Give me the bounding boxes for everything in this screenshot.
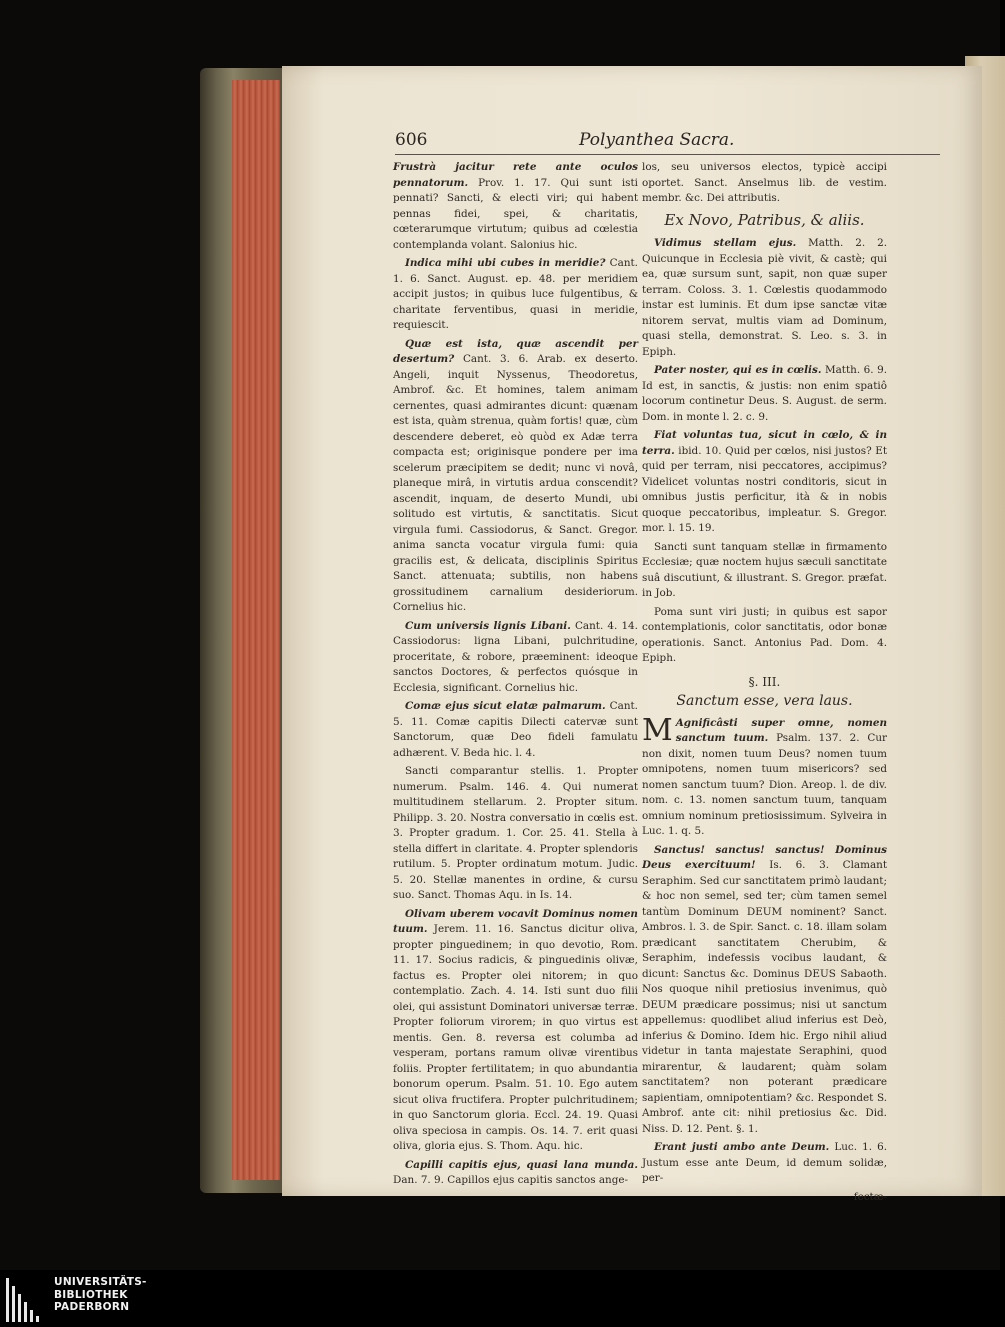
paragraph: Frustrà jacitur rete ante oculos pennatorum. Prov. 1. 17. Qui sunt isti pennati? Sancti, & electi viri; qui habent pennas fidei, spei, & charitatis, cœterarumque virtutum; quibus ad cœlestia contemplanda volant. Salonius hic. (393, 161, 639, 251)
section-number: §. III. (748, 674, 781, 689)
drop-cap: M (642, 712, 673, 748)
library-name-line: UNIVERSITÄTS- (54, 1276, 147, 1288)
paragraph: Poma sunt viri justi; in quibus est sapor contemplationis, color sanctitatis, odor bonæ operationis. Sanct. Antonius Pad. Dom. 4. Epiph. (642, 605, 887, 664)
paragraph: Cum universis lignis Libani. Cant. 4. 14. Cassiodorus: ligna Libani, pulchritudine, proceritate, & robore, præeminent: ideoque sanctos Doctores, & perfectos quósque in Ecclesia, significant. Cornelius hic. (393, 619, 638, 694)
paragraph: Sancti comparantur stellis. 1. Propter numerum. Psalm. 146. 4. Qui numerat multitudinem stellarum. 2. Propter situm. Philipp. 3. 20. Nostra conversatio in cœlis est. 3. Propter gradum. 1. Cor. 25. 41. Stella à stella differt in claritate. 4. Propter splendoris rutilum. 5. Propter ordinatum motum. Judic. 5. 20. Stellæ manentes in ordine, & cursu suo. Sanct. Thomas Aqu. in Is. 14. (393, 765, 638, 901)
paragraph: Indica mihi ubi cubes in meridie? Cant. 1. 6. Sanct. August. ep. 48. per meridiem accipit justos; in quibus luce fulgentibus, & charitate ferventibus, quasi in meridie, requiescit. (393, 257, 638, 331)
header-rule (395, 154, 940, 155)
paragraph: Vidimus stellam ejus. Matth. 2. 2. Quicunque in Ecclesia piè vivit, & castè; qui ea, quæ sursum sunt, sapit, non quæ super terram. Coloss. 3. 1. Cœlestis quodammodo instar est luminis. Et dum ipse sanctæ vitæ nitorem servat, multis viam ad Dominum, quasi stella, demonstrat. S. Leo. s. 3. in Epiph. (642, 237, 887, 358)
paragraph: Capilli capitis ejus, quasi lana munda. Dan. 7. 9. Capillos ejus capitis sanctos ange- (393, 1158, 638, 1186)
section-subtitle: Sanctum esse, vera laus. (676, 693, 853, 709)
library-logo-icon (6, 1278, 46, 1322)
paragraph: los, seu universos electos, typicè accipi oportet. Sanct. Anselmus lib. de vestim. membr. &c. Dei attributis. (642, 161, 887, 204)
paragraph: Quæ est ista, quæ ascendit per desertum? Cant. 3. 6. Arab. ex deserto. Angeli, inquit Nyssenus, Theodoretus, Ambrof. &c. Et homines, talem animam cernentes, quasi admirantes dicunt: quænam est ista, quàm strenua, quàm fortis! quæ, cùm descendere deberet, eò quòd ex Adæ terra compacta est; originisque pondere per ima scelerum præcipitem se dedit; nunc vi novâ, planeque mirâ, in virtutis ardua conscendit? ascendit, inquam, de deserto Mundi, ubi solitudo est virtutis, & sanctitatis. Sicut virgula fumi. Cassiodorus, & Sanct. Gregor. anima sancta vocatur virgula fumi: quia gracilis est, & delicata, disciplinis Spiritus Sanct. attenuata; subtilis, non habens grossitudinem carnalium desideriorum. Cornelius hic. (393, 337, 638, 613)
paragraph: Sanctus! sanctus! sanctus! Dominus Deus exercituum! Is. 6. 3. Clamant Seraphim. Sed cur sanctitatem primò laudant; & hoc non semel, sed ter; cùm tamen semel tantùm Dominum DEUM nominent? Sanct. Ambros. l. 3. de Spir. Sanct. c. 18. illam solam prædicant sanctitatem Cherubim, & Seraphim, indefessis vocibus laudant, & dicunt: Sanctus &c. Dominus DEUS Sabaoth. Nos quoque nihil pretiosius invenimus, quò DEUM prædicare possimus; nisi ut sanctum appellemus: quodlibet aliud inferius est Deò, inferius & Domino. Idem hic. Ergo nihil aliud videtur in tanta majestate Seraphini, quod mirarentur, & laudarent; quàm solam sanctitatem? non poterant prædicare sapientiam, omnipotentiam? &c. Respondet S. Ambrof. ante cit: nihil pretiosius &c. Did. Niss. D. 12. Pent. §. 1. (642, 843, 888, 1135)
right-column (642, 160, 888, 1203)
paragraph: Pater noster, qui es in cœlis. Matth. 6. 9. Id est, in sanctis, & justis: non enim spatiô locorum continetur Deus. S. August. de serm. Dom. in monte l. 2. c. 9. (642, 364, 887, 423)
page-header (395, 130, 945, 156)
section-title: Ex Novo, Patribus, & aliis. (664, 210, 865, 229)
page-number: 606 (395, 130, 428, 150)
paragraph: M Agnificâsti super omne, nomen sanctum tuum. Psalm. 137. 2. Cur non dixit, nomen tuum Deus? nomen tuum omnipotens, nomen tuum misericors? sed nomen sanctum tuum? Dion. Areop. l. de div. nom. c. 13. nomen sanctum tuum, tanquam omnium nominum pretiosissimum. Sylveira in Luc. 1. q. 5. (642, 712, 887, 837)
catchword: fectæ- (853, 1190, 887, 1203)
paragraph: Comæ ejus sicut elatæ palmarum. Cant. 5. 11. Comæ capitis Dilecti catervæ sunt Sanctorum, quæ Deo fideli famulatu adhærent. V. Beda hic. l. 4. (393, 700, 638, 759)
paragraph: Fiat voluntas tua, sicut in cœlo, & in terra. ibid. 10. Quid per cœlos, nisi justos? Et quid per terram, nisi peccatores, accipimus? Videlicet voluntas nostri conditoris, sicut in omnibus justis perficitur, ità & in nobis quoque peccatoribus, impleatur. S. Gregor. mor. l. 15. 19. (642, 429, 887, 534)
paragraph: Erant justi ambo ante Deum. Luc. 1. 6. Justum esse ante Deum, id demum solidæ, per- (642, 1141, 887, 1184)
page-edges (232, 80, 280, 1180)
left-column (393, 160, 639, 1186)
library-name-line: BIBLIOTHEK (54, 1288, 128, 1301)
paragraph: Sancti sunt tanquam stellæ in firmamento Ecclesiæ; quæ noctem hujus sæculi sanctitate suâ discutiunt, & illustrant. S. Gregor. præfat. in Job. (642, 540, 887, 599)
running-title: Polyanthea Sacra. (579, 130, 735, 150)
library-name-line: PADERBORN (54, 1301, 130, 1313)
library-name (54, 1276, 214, 1314)
paragraph: Olivam uberem vocavit Dominus nomen tuum. Jerem. 11. 16. Sanctus dicitur oliva, propter pinguedinem; in quo devotio, Rom. 11. 17. Socius radicis, & pinguedinis olivæ, factus es. Propter olei nitorem; in quo contemplatio. Zach. 4. 14. Isti sunt duo filii olei, qui assistunt Dominatori universæ terræ. Propter foliorum virorem; in quo virtus est mentis. Gen. 8. reversa est columba ad vesperam, portans ramum olivæ virentibus foliis. Propter fertilitatem; in quo abundantia bonorum operum. Psalm. 51. 10. Ego autem sicut oliva fructifera. Propter pulchritudinem; in quo Sanctorum gloria. Eccl. 24. 19. Quasi oliva speciosa in campis. Os. 14. 7. erit quasi oliva, gloria ejus. S. Thom. Aqu. hic. (393, 907, 638, 1152)
